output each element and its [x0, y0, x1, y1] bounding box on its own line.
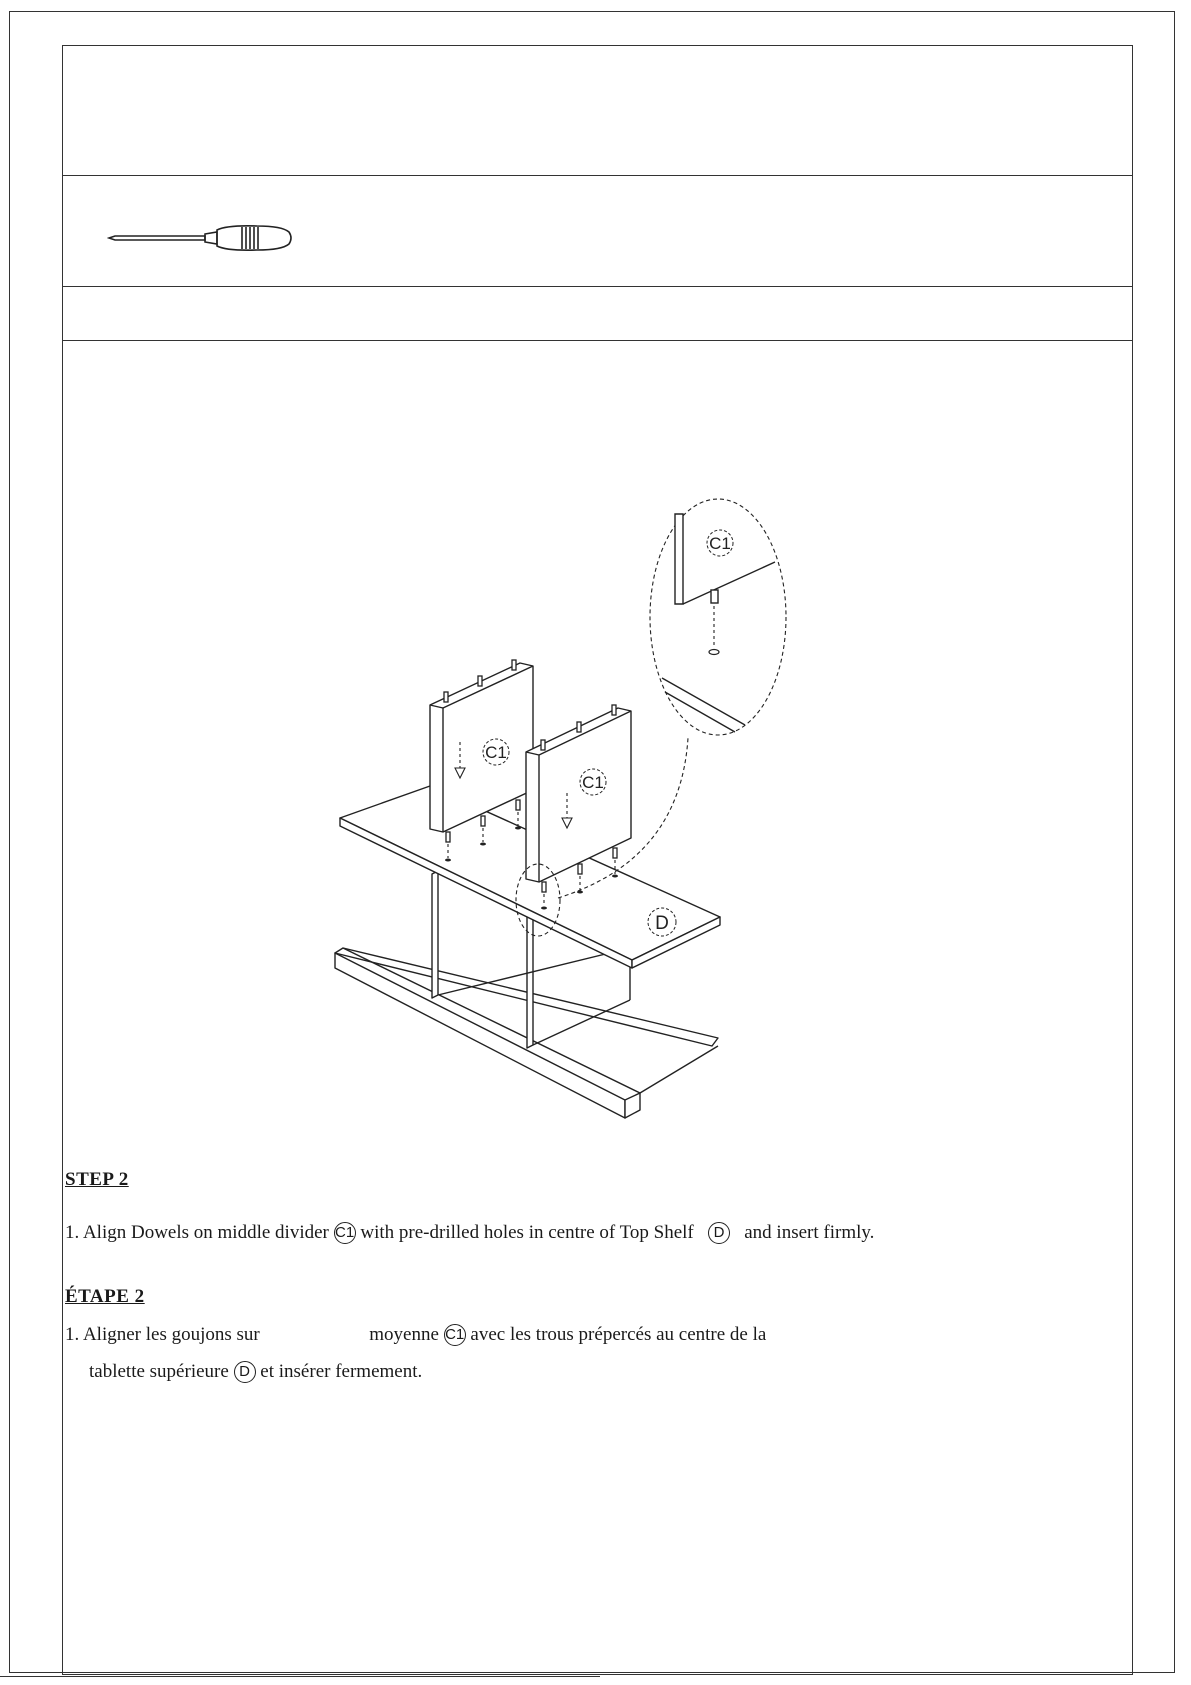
- step-fr-heading: ÉTAPE 2: [65, 1286, 145, 1307]
- step-en-text-2: with pre-drilled holes in centre of Top Shelf: [360, 1222, 694, 1243]
- step-en-text-1: Align Dowels on middle divider: [82, 1222, 329, 1243]
- step-en-heading: STEP 2: [65, 1169, 129, 1190]
- step-fr-text-3: avec les trous prépercés au centre de la: [470, 1324, 767, 1345]
- step-fr-instruction-line1: [65, 1323, 766, 1348]
- step-en-title: [65, 1168, 129, 1193]
- part-d-badge: D: [708, 1222, 730, 1244]
- step-fr-text-4: tablette supérieure: [89, 1361, 229, 1382]
- bottom-rule: [0, 1676, 600, 1677]
- detail-label: C1: [709, 534, 731, 553]
- step-en-text-3: and insert firmly.: [744, 1222, 875, 1243]
- step-fr-title: [65, 1285, 145, 1310]
- step-fr-text-2: moyenne: [369, 1324, 439, 1345]
- step-en-instruction: [65, 1221, 874, 1246]
- bottom-shelf-front: [335, 953, 625, 1118]
- step-fr-text-5: et insérer fermement.: [260, 1361, 423, 1382]
- step-fr-number: 1.: [65, 1324, 80, 1345]
- step-fr-text-1: Aligner les goujons sur: [82, 1324, 260, 1345]
- panel-label-1: C1: [485, 743, 507, 762]
- shelf-label: D: [655, 913, 669, 934]
- left-divider: [432, 871, 438, 998]
- step-fr-instruction-line2: [89, 1360, 422, 1385]
- part-d-badge-fr: D: [234, 1361, 256, 1383]
- part-c1-badge: C1: [334, 1222, 356, 1244]
- part-c1-badge-fr: C1: [444, 1324, 466, 1346]
- step-en-number: 1.: [65, 1222, 80, 1243]
- bottom-shelf-end: [625, 1093, 640, 1118]
- panel-label-2: C1: [582, 773, 604, 792]
